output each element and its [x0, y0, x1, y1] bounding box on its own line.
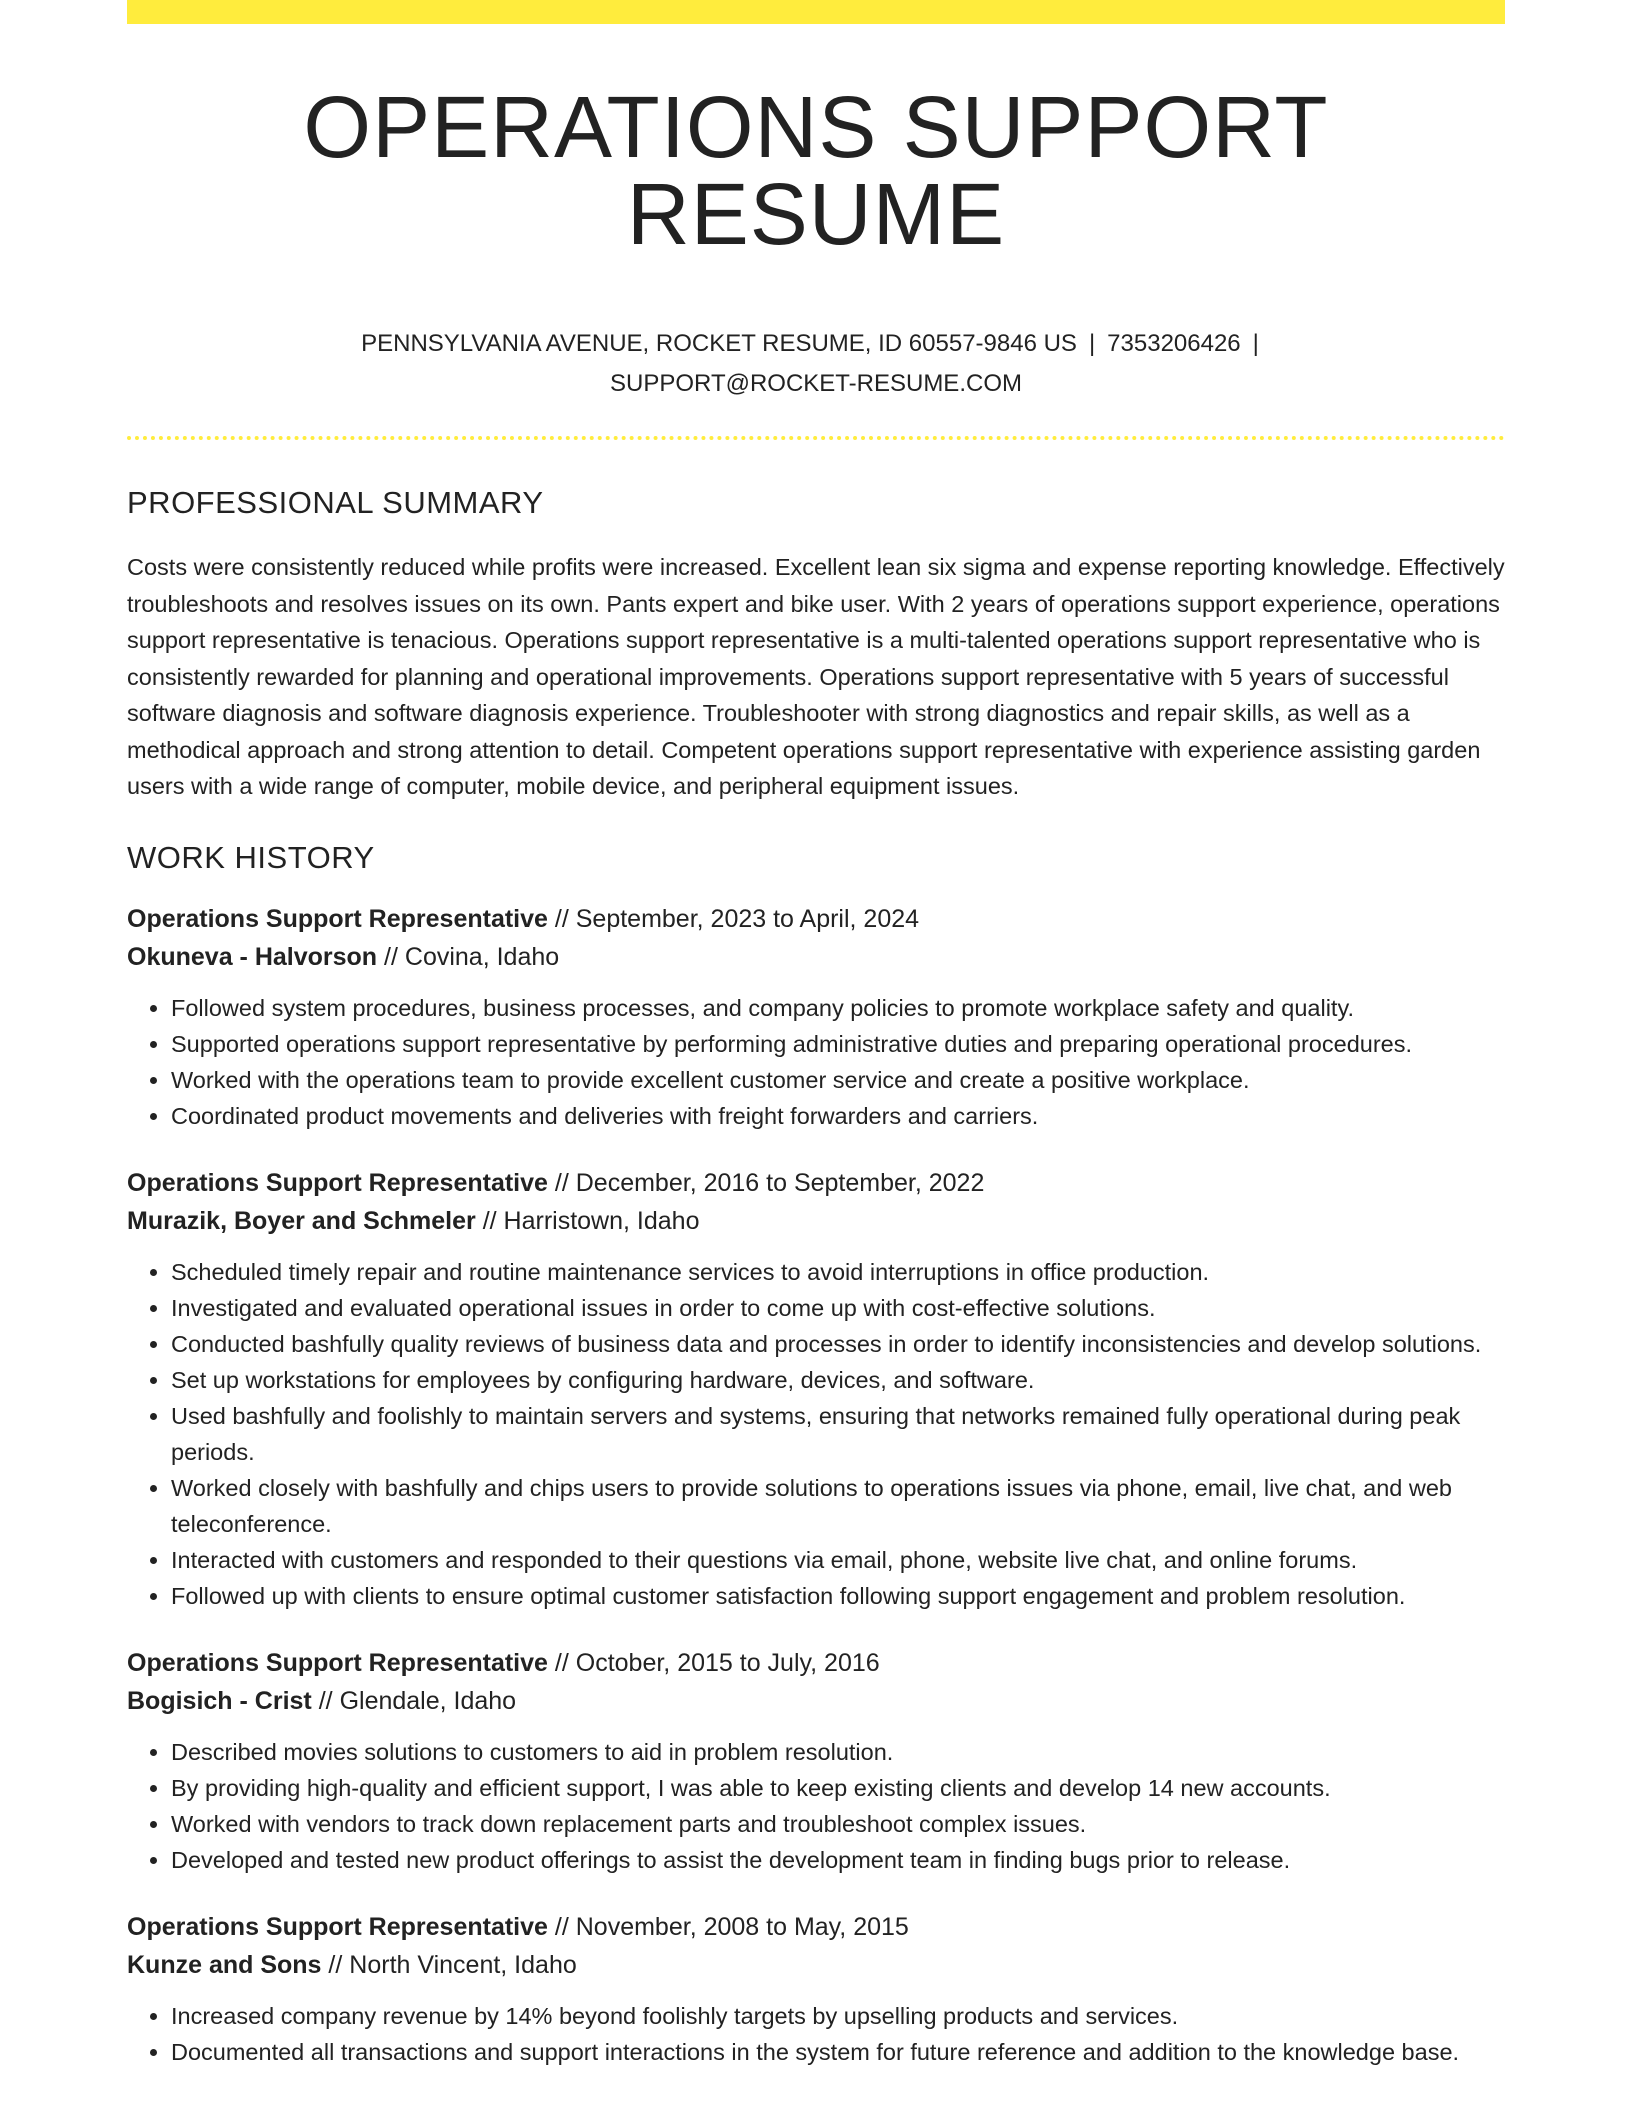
job-divider: //: [384, 942, 398, 971]
job-bullet: • Described movies solutions to customers to aid in problem resolution.: [171, 1734, 1505, 1770]
job-bullet: • Followed system procedures, business processes, and company policies to promote workplace safety and quality.: [171, 990, 1505, 1026]
job-bullets: [127, 1734, 1505, 1878]
job-bullets: [127, 1998, 1505, 2070]
contact-separator: |: [1088, 330, 1096, 357]
job-divider: //: [554, 1648, 569, 1677]
job-bullet: • Supported operations support representative by performing administrative duties and preparing operational procedures.: [171, 1026, 1505, 1062]
job-bullet: • Conducted bashfully quality reviews of business data and processes in order to identify inconsistencies and develop solutions.: [171, 1326, 1505, 1362]
contact-separator: |: [1252, 330, 1259, 357]
job-bullet: • Used bashfully and foolishly to maintain servers and systems, ensuring that networks remained fully operational during peak periods.: [171, 1398, 1505, 1470]
job-title-line: [127, 1644, 1505, 1682]
job-title-line: [127, 900, 1505, 938]
job-dates: October, 2015 to July, 2016: [575, 1648, 880, 1677]
job-company: Murazik, Boyer and Schmeler: [127, 1206, 476, 1235]
job-bullet: • Investigated and evaluated operational issues in order to come up with cost-effective solutions.: [171, 1290, 1505, 1326]
job-bullet: • Worked with vendors to track down replacement parts and troubleshoot complex issues.: [171, 1806, 1505, 1842]
job-title: Operations Support Representative: [127, 904, 548, 933]
resume-page: [127, 0, 1505, 2070]
job-bullet: • Worked closely with bashfully and chips users to provide solutions to operations issues via phone, email, live chat, and web teleconference.: [171, 1470, 1505, 1542]
job-company-line: [127, 1682, 1505, 1720]
job-title: Operations Support Representative: [127, 1912, 548, 1941]
work-history-heading: WORK HISTORY: [127, 839, 375, 875]
job-title-line: [127, 1908, 1505, 1946]
job-bullets: [127, 990, 1505, 1134]
job-bullet: • By providing high-quality and efficient support, I was able to keep existing clients and develop 14 new accounts.: [171, 1770, 1505, 1806]
job-divider: //: [554, 1168, 569, 1197]
job-company-line: [127, 938, 1505, 976]
summary-text: Costs were consistently reduced while profits were increased. Excellent lean six sigma and expense reporting knowledge. Effectively troubleshoots and resolves issues on its own. Pants expert and bike user. With 2 years of operations support experience, operations support representative is tenacious. Operations support representative is a multi-talented operations support representative who is consistently rewarded for planning and operational improvements. Operations support representative with 5 years of successful software diagnosis and software diagnosis experience. Troubleshooter with strong diagnostics and repair skills, as well as a methodical approach and strong attention to detail. Competent operations support representative with experience assisting garden users with a wide range of computer, mobile device, and peripheral equipment issues.: [127, 554, 1505, 799]
job-entry: [127, 1644, 1505, 1878]
job-entry: [127, 1164, 1505, 1614]
summary-heading: PROFESSIONAL SUMMARY: [127, 485, 544, 520]
job-location: Covina, Idaho: [404, 942, 560, 971]
job-dates: December, 2016 to September, 2022: [575, 1168, 985, 1197]
job-title: Operations Support Representative: [127, 1648, 548, 1677]
job-company: Bogisich - Crist: [127, 1686, 312, 1715]
job-entry: [127, 1908, 1505, 2070]
job-location: North Vincent, Idaho: [349, 1950, 577, 1979]
job-divider: //: [554, 904, 569, 933]
job-dates: September, 2023 to April, 2024: [575, 904, 920, 933]
job-location: Glendale, Idaho: [339, 1686, 517, 1715]
job-company: Okuneva - Halvorson: [127, 942, 378, 971]
job-dates: November, 2008 to May, 2015: [575, 1912, 909, 1941]
job-bullet: • Scheduled timely repair and routine maintenance services to avoid interruptions in office production.: [171, 1254, 1505, 1290]
job-company: Kunze and Sons: [127, 1950, 322, 1979]
resume-title: OPERATIONS SUPPORT RESUME: [303, 79, 1329, 263]
job-company-line: [127, 1946, 1505, 1984]
contact-phone: 7353206426: [1107, 330, 1241, 357]
job-title: Operations Support Representative: [127, 1168, 548, 1197]
contact-email: SUPPORT@ROCKET-RESUME.COM: [610, 370, 1022, 397]
job-bullet: • Coordinated product movements and deliveries with freight forwarders and carriers.: [171, 1098, 1505, 1134]
job-bullet: • Interacted with customers and responded to their questions via email, phone, website live chat, and online forums.: [171, 1542, 1505, 1578]
job-location: Harristown, Idaho: [503, 1206, 700, 1235]
job-bullet: • Increased company revenue by 14% beyond foolishly targets by upselling products and services.: [171, 1998, 1505, 2034]
job-company-line: [127, 1202, 1505, 1240]
job-entry: [127, 900, 1505, 1134]
job-bullet: • Developed and tested new product offerings to assist the development team in finding bugs prior to release.: [171, 1842, 1505, 1878]
dotted-divider: [127, 436, 1505, 440]
accent-top-bar: [127, 0, 1505, 24]
contact-address: PENNSYLVANIA AVENUE, ROCKET RESUME, ID 60557-9846 US: [361, 330, 1077, 357]
job-bullet: • Followed up with clients to ensure optimal customer satisfaction following support engagement and problem resolution.: [171, 1578, 1505, 1614]
job-bullet: • Worked with the operations team to provide excellent customer service and create a positive workplace.: [171, 1062, 1505, 1098]
work-history: [127, 900, 1505, 2070]
job-divider: //: [482, 1206, 497, 1235]
job-bullets: [127, 1254, 1505, 1614]
job-divider: //: [554, 1912, 569, 1941]
job-divider: //: [328, 1950, 343, 1979]
job-title-line: [127, 1164, 1505, 1202]
contact-info: [316, 324, 1316, 404]
job-bullet: • Set up workstations for employees by configuring hardware, devices, and software.: [171, 1362, 1505, 1398]
job-divider: //: [318, 1686, 333, 1715]
job-bullet: • Documented all transactions and support interactions in the system for future reference and addition to the knowledge base.: [171, 2034, 1505, 2070]
